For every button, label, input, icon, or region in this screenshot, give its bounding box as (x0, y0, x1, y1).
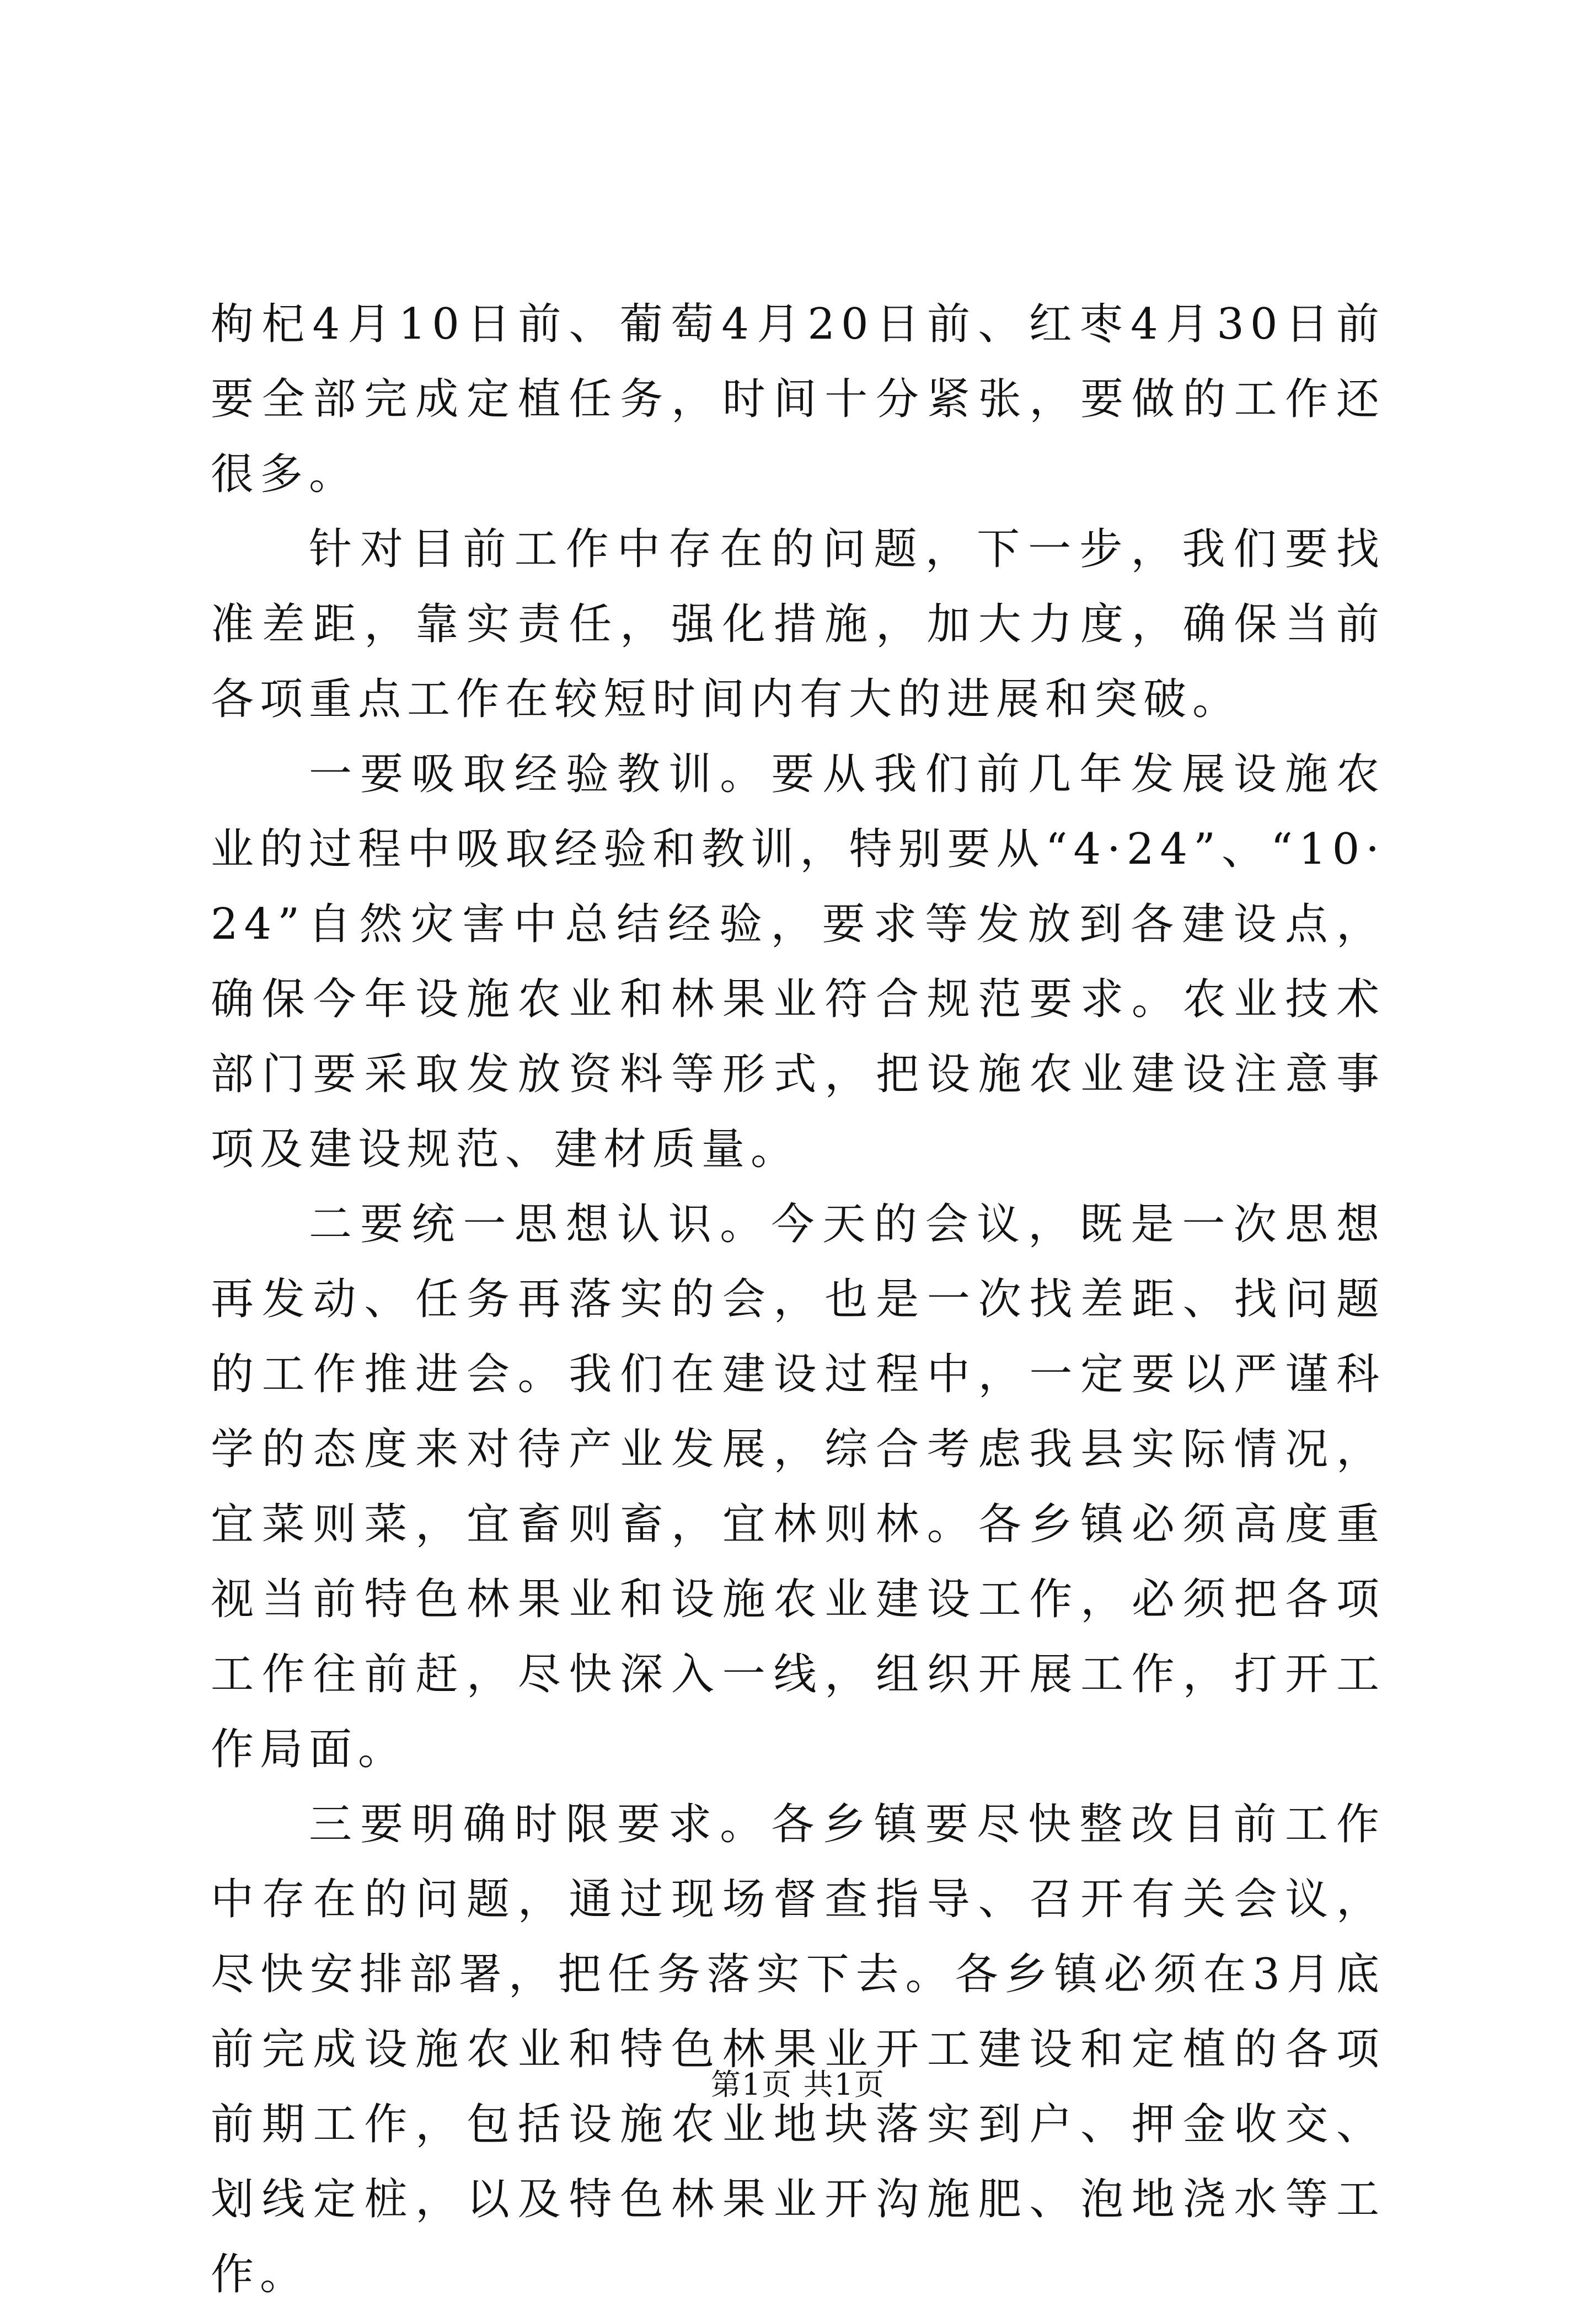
paragraph-point-three: 三要明确时限要求。各乡镇要尽快整改目前工作中存在的问题，通过现场督查指导、召开有关会议，尽快安排部署，把任务落实下去。各乡镇必须在3月底前完成设施农业和特色林果业开工建设和定植的各项前期工作，包括设施农业地块落实到户、押金收交、划线定桩，以及特色林果业开沟施肥、泡地浇水等工作。 (211, 1800, 1385, 2299)
paragraph-problems: 针对目前工作中存在的问题，下一步，我们要找准差距，靠实责任，强化措施，加大力度，确保当前各项重点工作在较短时间内有大的进展和突破。 (211, 525, 1385, 724)
paragraph-point-two: 二要统一思想认识。今天的会议，既是一次思想再发动、任务再落实的会，也是一次找差距、找问题的工作推进会。我们在建设过程中，一定要以严谨科学的态度来对待产业发展，综合考虑我县实际情况，宜菜则菜，宜畜则畜，宜林则林。各乡镇必须高度重视当前特色林果业和设施农业建设工作，必须把各项工作往前赶，尽快深入一线，组织开展工作，打开工作局面。 (211, 1200, 1385, 1774)
paragraph-point-one: 一要吸取经验教训。要从我们前几年发展设施农业的过程中吸取经验和教训，特别要从“4·24”、“10·24”自然灾害中总结经验，要求等发放到各建设点，确保今年设施农业和林果业符合规范要求。农业技术部门要采取发放资料等形式，把设施农业建设注意事项及建设规范、建材质量。 (211, 750, 1385, 1174)
paragraph-continuation: 枸杞4月10日前、葡萄4月20日前、红枣4月30日前要全部完成定植任务，时间十分紧张，要做的工作还很多。 (211, 299, 1385, 499)
page-number-footer: 第1页 共1页 (711, 2067, 885, 2102)
document-body (211, 287, 1385, 2312)
